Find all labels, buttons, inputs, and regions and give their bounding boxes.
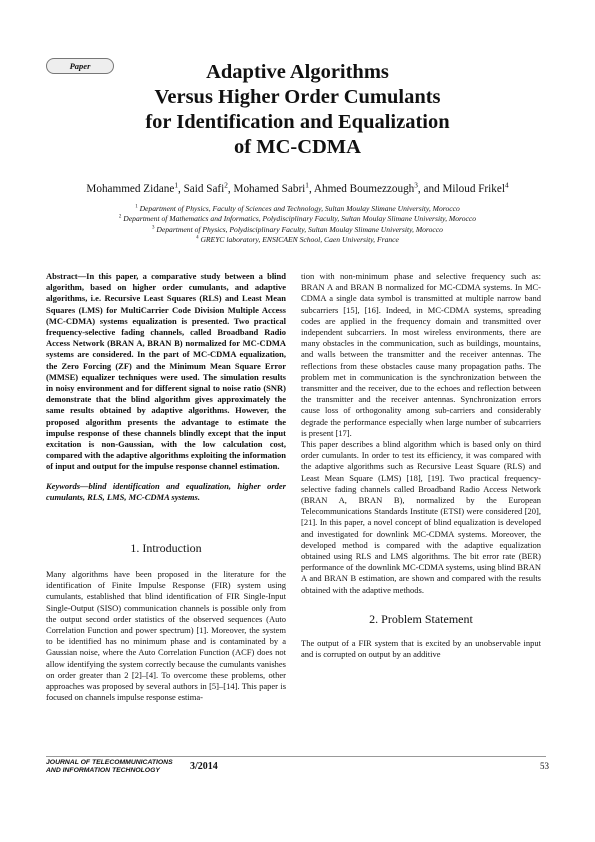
affiliation-text: Department of Mathematics and Informatics, Polydisciplinary Faculty, Sultan Moulay Slimane University, Morocco <box>123 214 477 224</box>
author-name: Miloud Frikel <box>442 183 505 195</box>
journal-name <box>46 759 173 775</box>
section-heading-introduction: 1. Introduction <box>130 541 202 556</box>
author-list <box>0 183 595 195</box>
affiliation-mark: 1 <box>135 204 138 210</box>
body-paragraph: tion with non-minimum phase and selective frequency such as: BRAN A and BRAN B normalized for MC-CDMA systems. In MC-CDMA a single data symbol is transmitted at multiple narrow band subcarriers [15], [16]. Indeed, in MC-CDMA systems, spreading codes are applied in the frequency domain and transmitted over independent subcarriers. In most wireless environments, there are many obstacles in the communication, such as buildings, mountains, and walls between the transmitter and the receiver antennas. The reflections from these obstacles cause many propagation paths. The problem met in communication is the synchronization between the transmitter and the receiver, due to the echoes and reflection between the transmitter and the receiver antennas. Synchronization errors cause loss of orthogonality among sub-carriers and considerably degrade the performance especially when large number of subcarriers is present [17]. <box>301 271 541 438</box>
affiliation <box>0 225 595 235</box>
affiliation-mark: 4 <box>196 235 199 241</box>
journal-issue: 3/2014 <box>190 761 218 772</box>
title-line: of MC-CDMA <box>234 136 361 158</box>
title-line: Versus Higher Order Cumulants <box>154 86 441 108</box>
affiliation <box>0 235 595 245</box>
problem-paragraph: The output of a FIR system that is excited by an unobservable input and is corrupted on output by an additive <box>301 637 541 660</box>
affiliation-text: GREYC laboratory, ENSICAEN School, Caen University, France <box>200 235 399 245</box>
separator: , <box>417 183 424 195</box>
paper-type-badge: Paper <box>46 58 114 74</box>
paper-title <box>0 60 595 160</box>
introduction-paragraph: Many algorithms have been proposed in the literature for the identification of Finite Impulse Response (FIR) system using cumulants, established that blind identification of FIR Single-Input Single-Output (SISO) communication channels is possible only from the output second order statistics of the observed sequences (Auto Correlation Function and power spectrum) [1]. Moreover, the system to be identified has no minimum phase and is contaminated by a Gaussian noise, where the Auto Correlation Function (ACF) does not allow identifying the system correctly because the cumulants vanishes on order greater than 2 [2]–[4]. To overcome these problems, other approaches was proposed by several authors in [5]–[14]. This paper is focused on channels impulse response estima- <box>46 569 286 703</box>
author-and: and <box>423 183 440 195</box>
separator: , <box>308 183 314 195</box>
right-column <box>301 271 541 660</box>
abstract: Abstract—In this paper, a comparative study between a blind algorithm, based on higher order cumulants, and adaptive algorithms, i.e. Recursive Least Squares (RLS) and Least Mean Squares (LMS) for MultiCarrier Code Division Multiple Access (MC-CDMA) systems equalization is presented. Two practical frequency-selective fading channels, called Broadband Radio Access Network (BRAN A, BRAN B) normalized for MC-CDMA systems are considered. In the part of MC-CDMA equalization, the Zero Forcing (ZF) and the Minimum Mean Square Error (MMSE) equalizer techniques were used. The simulation results in noisy environment and for different signal to noise ratio (SNR) demonstrate that the blind algorithm gives approximately the same results obtained by adaptive algorithms. However, the proposed algorithm presents the advantage to estimate the impulse response of these channels blindly except that the input excitation is non-Gaussian, with the low calculation cost, compared with the adaptive algorithms exploiting the information of input and output for the impulse response channel estimation. <box>46 271 286 472</box>
title-line: Adaptive Algorithms <box>206 61 389 83</box>
author-name: Said Safi <box>183 183 225 195</box>
affiliation-mark: 2 <box>118 214 122 220</box>
author-affiliation-mark: 1 <box>305 181 309 190</box>
author-name: Mohamed Sabri <box>233 183 306 195</box>
separator: , <box>177 183 184 195</box>
page-number: 53 <box>540 761 549 771</box>
affiliation-text: Department of Physics, Faculty of Sciences and Technology, Sultan Moulay Slimane University, Morocco <box>139 204 460 213</box>
separator: , <box>227 183 234 195</box>
section-heading-problem-statement: 2. Problem Statement <box>369 611 473 626</box>
footer-rule <box>46 756 546 757</box>
affiliation-mark: 3 <box>152 225 155 231</box>
body-paragraph: This paper describes a blind algorithm which is based only on third order cumulants. In order to test its efficiency, it was compared with the adaptive algorithms such as Recursive Least Square (RLS) and Least Mean Square (LMS) [18], [19]. Two practical frequency-selective fading channels called Broadband Radio Access Network (BRAN A, BRAN B), normalized by the European Telecommunications Standards Institute (ETSI) were considered [20], [21]. In this paper, a novel concept of blind equalization is developed and investigated for downlink MC-CDMA systems. Moreover, the developed method is compared with the adaptive equalization obtained using RLS and LMS algorithms. The bit error rate (BER) performance of the downlink MC-CDMA systems, using blind BRAN A and BRAN B estimation, are shown and compared with the results obtained with the adaptive methods. <box>301 439 541 595</box>
author-name: Mohammed Zidane <box>86 183 175 195</box>
title-line: for Identification and Equalization <box>145 111 450 133</box>
author-affiliation-mark: 4 <box>504 181 509 190</box>
keywords: Keywords—blind identification and equalization, higher order cumulants, RLS, LMS, MC-CDMA systems. <box>46 480 286 502</box>
affiliation <box>0 214 595 224</box>
author-affiliation-mark: 2 <box>224 181 228 190</box>
journal-name-line: AND INFORMATION TECHNOLOGY <box>46 767 160 774</box>
author-affiliation-mark: 3 <box>414 181 418 190</box>
journal-name-line: JOURNAL OF TELECOMMUNICATIONS <box>46 759 173 766</box>
author-name: Ahmed Boumezzough <box>313 183 415 195</box>
left-column <box>46 271 286 704</box>
affiliation-list <box>0 204 595 246</box>
affiliation <box>0 204 595 214</box>
affiliation-text: Department of Physics, Polydisciplinary Faculty, Sultan Moulay Slimane University, Morocco <box>156 224 443 234</box>
author-affiliation-mark: 1 <box>174 181 178 190</box>
